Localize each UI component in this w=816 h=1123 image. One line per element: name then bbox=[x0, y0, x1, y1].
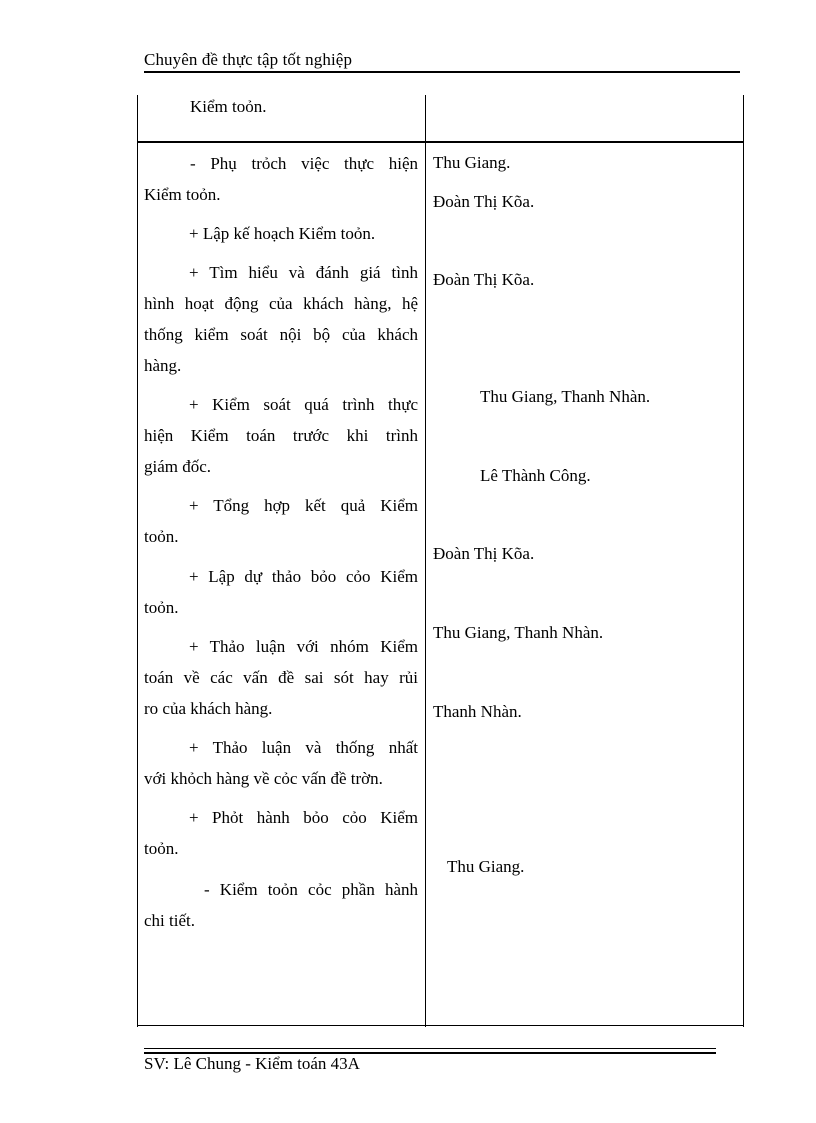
assignee-4: Thu Giang, Thanh Nhàn. bbox=[480, 387, 651, 406]
footer-text: SV: Lê Chung - Kiểm toán 43A bbox=[144, 1054, 360, 1073]
task-paragraph-1 bbox=[144, 148, 418, 210]
task-line: giám đốc. bbox=[144, 457, 212, 476]
task-line: + Kiểm soát quá trình thực bbox=[189, 395, 418, 414]
assignee-2: Đoàn Thị Kõa. bbox=[433, 192, 535, 211]
task-line: toỏn. bbox=[144, 527, 179, 546]
task-line: chi tiết. bbox=[144, 911, 195, 930]
assignee-8: Thanh Nhàn. bbox=[433, 702, 522, 721]
assignee-3: Đoàn Thị Kõa. bbox=[433, 270, 535, 289]
table-right-border bbox=[743, 95, 744, 1027]
task-line: + Lập kế hoạch Kiểm toỏn. bbox=[189, 224, 376, 243]
task-line: + Thảo luận và thống nhất bbox=[189, 738, 418, 757]
task-paragraph-3 bbox=[144, 257, 418, 381]
task-paragraph-10 bbox=[144, 874, 418, 936]
task-paragraph-6 bbox=[144, 561, 418, 623]
task-line: toỏn. bbox=[144, 598, 179, 617]
top-row-left-cell: Kiểm toỏn. bbox=[190, 97, 267, 116]
row-separator bbox=[137, 141, 744, 143]
task-paragraph-9 bbox=[144, 802, 418, 864]
assignee-5: Lê Thành Công. bbox=[480, 466, 591, 485]
task-line: thống kiểm soát nội bộ của khách bbox=[144, 325, 418, 344]
task-paragraph-2 bbox=[144, 218, 418, 249]
footer-rule-thin bbox=[144, 1048, 716, 1049]
task-line: + Tìm hiểu và đánh giá tình bbox=[189, 263, 418, 282]
task-paragraph-5 bbox=[144, 490, 418, 552]
task-paragraph-4 bbox=[144, 389, 418, 482]
assignee-6: Đoàn Thị Kõa. bbox=[433, 544, 535, 563]
task-line: hình hoạt động của khách hàng, hệ bbox=[144, 294, 418, 313]
task-line: hàng. bbox=[144, 356, 182, 375]
table-bottom-border bbox=[137, 1025, 744, 1026]
task-line: với khỏch hàng về cỏc vấn đề trờn. bbox=[144, 769, 383, 788]
table-left-border bbox=[137, 95, 138, 1027]
task-line: ro của khách hàng. bbox=[144, 699, 273, 718]
header-title: Chuyên đề thực tập tốt nghiệp bbox=[144, 50, 353, 69]
task-line: hiện Kiểm toán trước khi trình bbox=[144, 426, 418, 445]
task-line: + Lập dự thảo bỏo cỏo Kiểm bbox=[189, 567, 418, 586]
assignee-7: Thu Giang, Thanh Nhàn. bbox=[433, 623, 604, 642]
task-line: Kiểm toỏn. bbox=[144, 185, 221, 204]
task-line: + Phỏt hành bỏo cỏo Kiểm bbox=[189, 808, 418, 827]
task-paragraph-7 bbox=[144, 631, 418, 724]
task-line: + Thảo luận với nhóm Kiểm bbox=[189, 637, 418, 656]
header-rule bbox=[144, 71, 740, 73]
task-line: - Phụ trỏch việc thực hiện bbox=[190, 154, 418, 173]
task-line: toỏn. bbox=[144, 839, 179, 858]
task-paragraph-8 bbox=[144, 732, 418, 794]
assignee-1: Thu Giang. bbox=[433, 153, 511, 172]
table-middle-border bbox=[425, 95, 426, 1027]
task-line: toán về các vấn đề sai sót hay rủi bbox=[144, 668, 418, 687]
task-line: + Tổng hợp kết quả Kiểm bbox=[189, 496, 418, 515]
task-line: - Kiểm toỏn cỏc phần hành bbox=[204, 880, 418, 899]
assignee-9: Thu Giang. bbox=[447, 857, 525, 876]
